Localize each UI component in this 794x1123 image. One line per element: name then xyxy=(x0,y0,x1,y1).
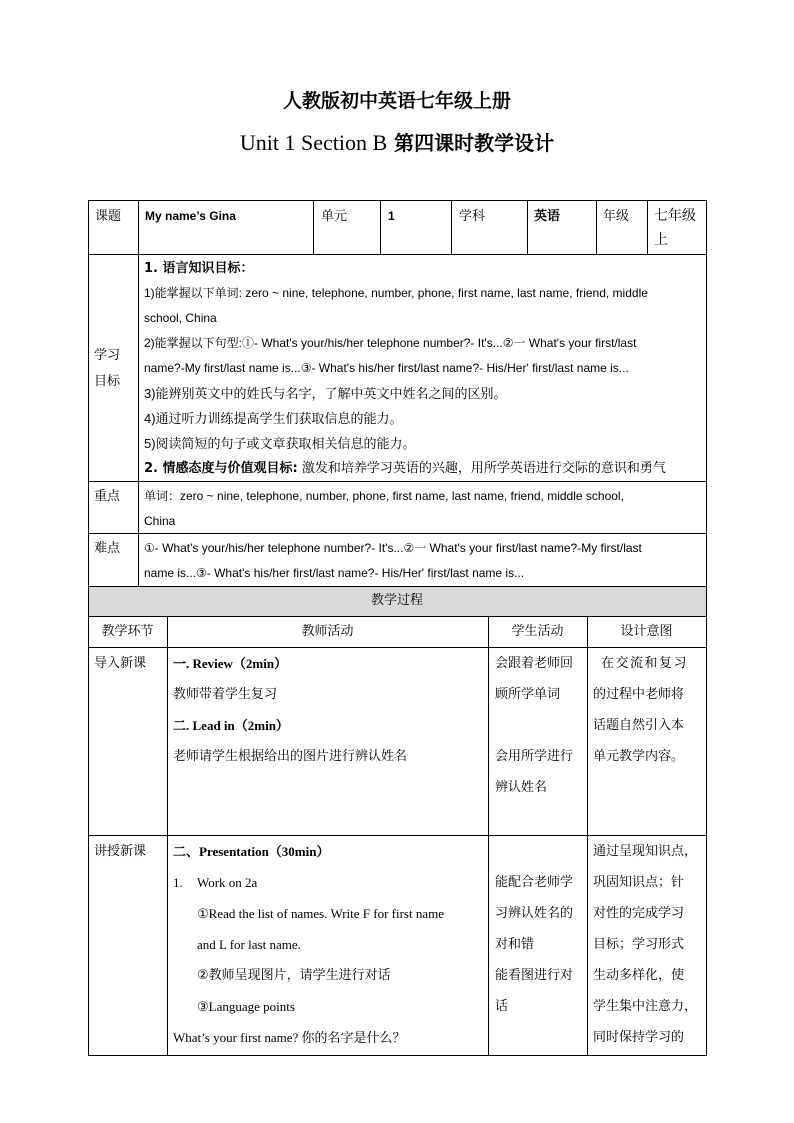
row-divider xyxy=(88,481,706,482)
goal-item: 1)能掌握以下单词: zero ~ nine, telephone, number, phone, first name, last name, friend, middle xyxy=(144,286,648,300)
teacher-activity: 老师请学生根据给出的图片进行辨认姓名 xyxy=(173,749,408,764)
column-header: 教学环节 xyxy=(101,624,154,639)
unit-value: 1 xyxy=(388,209,395,223)
key-text: China xyxy=(144,514,176,528)
teacher-activity: ③Language points xyxy=(197,999,295,1014)
col-divider xyxy=(167,616,168,1056)
table-border-right xyxy=(706,200,707,1056)
column-header: 学生活动 xyxy=(511,624,564,639)
grade-label: 年级 xyxy=(603,209,630,224)
goal-item: 3)能辨别英文中的姓氏与名字，了解中英文中姓名之间的区别。 xyxy=(144,386,507,401)
col-divider xyxy=(488,616,489,1056)
goals-label: 学习 xyxy=(94,348,121,363)
student-activity: 辨认姓名 xyxy=(495,780,548,795)
teacher-activity: and L for last name. xyxy=(197,937,301,952)
subtitle-chinese: 第四课时教学设计 xyxy=(394,131,555,155)
col-divider xyxy=(527,200,528,254)
goals-label: 目标 xyxy=(94,374,121,389)
design-intent: 单元教学内容。 xyxy=(593,749,685,764)
student-activity: 顾所学单词 xyxy=(495,687,561,702)
stage-label: 导入新课 xyxy=(94,656,147,671)
design-intent: 的过程中老师将 xyxy=(593,687,685,702)
col-divider xyxy=(596,200,597,254)
col-divider xyxy=(587,616,588,1056)
row-divider xyxy=(88,616,706,617)
course-label: 课题 xyxy=(95,209,122,224)
goal-item: 2)能掌握以下句型:①- What's your/his/her telephone number?- It's...②一 What's your first/last xyxy=(144,336,637,350)
teacher-step-heading: 二、Presentation（30min） xyxy=(173,844,330,859)
col-divider xyxy=(138,200,139,586)
stage-label: 讲授新课 xyxy=(94,844,147,859)
difficult-text: ①- What's your/his/her telephone number?- It's...②一 What's your first/last name?-My first/last xyxy=(144,541,642,555)
goal-item: school, China xyxy=(144,311,217,325)
teacher-activity: ①Read the list of names. Write F for first name xyxy=(197,906,444,921)
teacher-step-heading: 一. Review（2min） xyxy=(173,656,288,671)
row-divider xyxy=(88,647,706,648)
grade-value-line1: 七年级 xyxy=(654,208,696,224)
goals-heading xyxy=(144,456,666,481)
teacher-activity: ②教师呈现图片，请学生进行对话 xyxy=(197,968,391,983)
row-divider xyxy=(88,254,706,255)
student-activity: 能看图进行对 xyxy=(495,968,574,983)
subject-value: 英语 xyxy=(534,209,561,224)
course-value: My name’s Gina xyxy=(145,209,236,223)
goal-item: 4)通过听力训练提高学生们获取信息的能力。 xyxy=(144,411,403,426)
design-intent: 通过呈现知识点， xyxy=(593,844,698,859)
col-divider xyxy=(313,200,314,254)
subject-label: 学科 xyxy=(459,209,486,224)
design-intent: 话题自然引入本 xyxy=(593,718,685,733)
goals-heading: 1. 语言知识目标： xyxy=(144,261,254,276)
column-header: 教师活动 xyxy=(301,624,354,639)
document-subtitle xyxy=(0,127,794,156)
process-header: 教学过程 xyxy=(370,593,423,608)
goal-item: name?-My first/last name is...③- What's his/her first/last name?- His/Her' first/last name is... xyxy=(144,361,629,375)
student-activity: 话 xyxy=(495,999,509,1014)
key-text: 单词：zero ~ nine, telephone, number, phone, first name, last name, friend, middle school, xyxy=(144,489,624,503)
goal-item: 5)阅读简短的句子或文章获取相关信息的能力。 xyxy=(144,436,416,451)
teacher-step-heading: 二. Lead in（2min） xyxy=(173,718,289,733)
col-divider xyxy=(451,200,452,254)
design-intent: 生动多样化，使 xyxy=(593,968,685,983)
design-intent: 巩固知识点；针 xyxy=(593,875,685,890)
goals-heading-rest: 激发和培养学习英语的兴趣，用所学英语进行交际的意识和勇气 xyxy=(297,461,666,476)
column-header: 设计意图 xyxy=(620,624,673,639)
design-intent: 在交流和复习 xyxy=(601,656,689,671)
teacher-activity: What’s your first name? 你的名字是什么？ xyxy=(173,1030,406,1045)
key-label: 重点 xyxy=(94,489,121,504)
student-activity: 习辨认姓名的 xyxy=(495,906,574,921)
student-activity: 会用所学进行 xyxy=(495,749,574,764)
subtitle-english: Unit 1 Section B xyxy=(239,130,388,155)
unit-label: 单元 xyxy=(321,209,348,224)
student-activity: 能配合老师学 xyxy=(495,875,574,890)
student-activity: 会跟着老师回 xyxy=(495,656,574,671)
col-divider xyxy=(380,200,381,254)
teacher-activity: Work on 2a xyxy=(197,875,258,890)
design-intent: 同时保持学习的 xyxy=(593,1030,685,1045)
teacher-step-number: 1. xyxy=(173,875,183,890)
design-intent: 学生集中注意力， xyxy=(593,999,698,1014)
design-intent: 对性的完成学习 xyxy=(593,906,685,921)
document-title: 人教版初中英语七年级上册 xyxy=(282,90,511,112)
difficult-text: name is...③- What's his/her first/last name?- His/Her' first/last name is... xyxy=(144,566,525,580)
col-divider xyxy=(647,200,648,254)
teacher-activity: 教师带着学生复习 xyxy=(173,687,278,702)
difficult-label: 难点 xyxy=(94,541,121,556)
grade-value-line2: 上 xyxy=(654,232,668,248)
row-divider xyxy=(88,835,706,836)
student-activity: 对和错 xyxy=(495,937,535,952)
row-divider xyxy=(88,586,706,587)
design-intent: 目标；学习形式 xyxy=(593,937,685,952)
table-border-bottom xyxy=(88,1055,706,1056)
goals-heading-bold: 2. 情感态度与价值观目标: xyxy=(144,461,298,476)
table-border-top xyxy=(88,200,706,201)
row-divider xyxy=(88,533,706,534)
